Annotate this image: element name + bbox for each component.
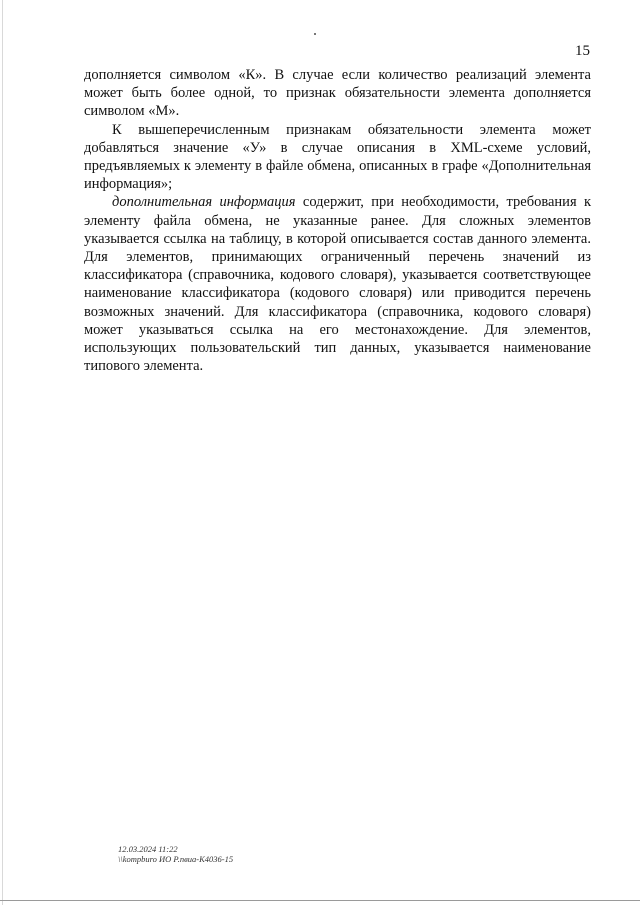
footer-line-1: 12.03.2024 11:22 — [118, 844, 178, 854]
paragraph-3-text: содержит, при необходимости, требования к элементу файла обмена, не указанные ранее. Для сложных элементов указывается ссылка на таблицу, в которой описывается состав данного элемента. Для элементов, принимающих ограниченный перечень значений из классификатора (справочника, кодового словаря), указывается соответствующее наименование классификатора (кодового словаря) или приводится перечень возможных значений. Для классификатора (справочника, кодового словаря) может указываться ссылка на его местонахождение. Для элементов, использующих пользовательский тип данных, указывается наименование типового элемента. — [84, 194, 591, 375]
paragraph-3 — [84, 193, 591, 375]
paragraph-1: дополняется символом «К». В случае если количество реализаций элемента может быть более одной, то признак обязательности элемента дополняется символом «М». — [84, 67, 591, 120]
page-number: 15 — [575, 43, 590, 59]
footer-stamp — [118, 844, 233, 864]
page-left-edge — [2, 0, 3, 905]
paragraph-3-term: дополнительная информация — [112, 194, 296, 211]
paragraph-2: К вышеперечисленным признакам обязательности элемента может добавляться значение «У» в случае описания в XML-схеме условий, предъявляемых к элементу в файле обмена, описанных в графе «Дополнительная информация»; — [84, 121, 591, 193]
scan-speck — [314, 33, 316, 35]
footer-line-2: \\kompburo ИО Р.пвиа-К4036-15 — [118, 854, 234, 864]
body-text — [84, 66, 591, 375]
page-bottom-edge — [0, 900, 640, 901]
